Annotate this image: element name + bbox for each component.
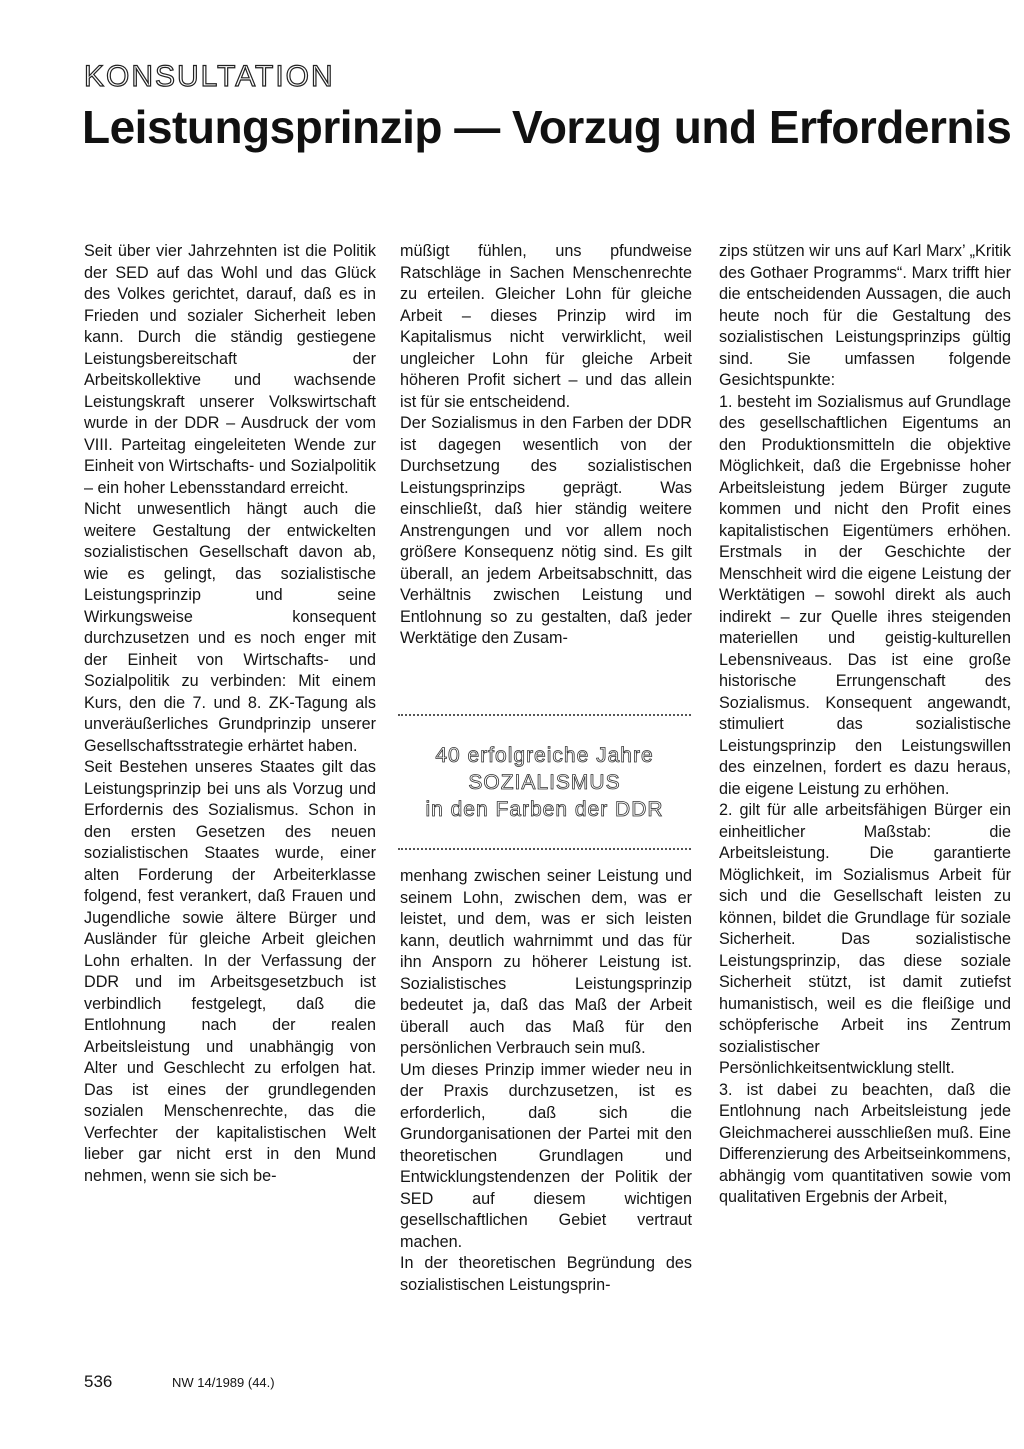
page-number: 536 bbox=[84, 1372, 113, 1391]
paragraph: 1. besteht im Sozialismus auf Grundlage des gesellschaftlichen Eigentums an den Produktionsmitteln die objektive Möglichkeit, daß die Ergebnisse hoher Arbeitsleistung jedem Bürger zugute kommen und nicht den Profit eines kapitalistischen Eigentümers erhöhen. Erstmals in der Geschichte der Menschheit wird die eigene Leistung der Werktätigen – sowohl direkt als auch indirekt – zur Quelle ihres steigenden materiellen und geistig-kulturellen Lebensniveaus. Das ist eine große historische Errungenschaft des Sozialismus. Konsequent angewandt, stimuliert das sozialistische Leistungsprinzip den Leistungswillen des einzelnen, fordert es dazu heraus, die eigene Leistung zu erhöhen. bbox=[719, 392, 1011, 798]
paragraph: zips stützen wir uns auf Karl Marx’ „Kritik des Gothaer Programms“. Marx trifft hier die entscheidenden Aussagen, die auch heute noch für die Gestaltung des sozialistischen Leistungsprinzips gültig sind. Sie umfassen folgende Gesichtspunkte: bbox=[719, 242, 1011, 389]
paragraph: Seit über vier Jahrzehnten ist die Politik der SED auf das Wohl und das Glück des Volkes gerichtet, darauf, daß es in Frieden und sozialer Sicherheit leben kann. Durch die ständig gestiegene Leistungsbereitschaft der Arbeitskollektive und wachsende Leistungskraft unserer Volkswirtschaft wurde in der DDR – Ausdruck der vom VIII. Parteitag eingeleiteten Wende zur Einheit von Wirtschafts- und Sozialpolitik – ein hoher Lebensstandard erreicht. bbox=[84, 242, 376, 497]
emblem-line-3: in den Farben der DDR bbox=[425, 798, 664, 821]
column-3 bbox=[719, 241, 1011, 1209]
paragraph: 3. ist dabei zu beachten, daß die Entlohnung nach Arbeitsleistung jede Gleichmacherei ausschließen muß. Eine Differenzierung des Arbeitseinkommens, abhängig vom quantitativen sowie vom qualitativen Ergebnis der Arbeit, bbox=[719, 1080, 1011, 1206]
emblem-line-2: SOZIALISMUS bbox=[468, 771, 621, 794]
paragraph: Der Sozialismus in den Farben der DDR ist dagegen wesentlich von der Durchsetzung des sozialistischen Leistungsprinzips geprägt. Was einschließt, daß hier ständig weitere Anstrengungen und vor allem noch größere Konsequenz nötig sind. Es gilt überall, an jedem Arbeitsabschnitt, das Verhältnis zwischen Leistung und Entlohnung so zu gestalten, daß jeder Werktätige den Zusam- bbox=[400, 414, 692, 647]
paragraph: Um dieses Prinzip immer wieder neu in der Praxis durchzusetzen, ist es erforderlich, daß sich die Grundorganisationen der Partei mit den theoretischen Grundlagen und Entwicklungstendenzen der Politik der SED auf diesem wichtigen gesellschaftlichen Gebiet vertraut machen. bbox=[400, 1060, 692, 1251]
column-1 bbox=[84, 241, 376, 1187]
column-2-bottom bbox=[400, 866, 692, 1296]
column-2-top bbox=[400, 241, 692, 650]
anniversary-emblem bbox=[398, 714, 691, 850]
paragraph: Nicht unwesentlich hängt auch die weitere Gestaltung der entwickelten sozialistischen Gesellschaft davon ab, wie es gelingt, das sozialistische Leistungsprinzip und seine Wirkungsweise konsequent durchzusetzen und es noch enger mit der Einheit von Wirtschafts- und Sozialpolitik zu verbinden: Mit einem Kurs, den die 7. und 8. ZK-Tagung als unveräußerliches Grundprinzip unserer Gesellschaftsstrategie erhärtet haben. bbox=[84, 500, 376, 755]
paragraph: müßigt fühlen, uns pfundweise Ratschläge in Sachen Menschenrechte zu erteilen. Gleicher Lohn für gleiche Arbeit – dieses Prinzip wird im Kapitalismus nicht verwirklicht, weil ungleicher Lohn für gleiche Arbeit höheren Profit sichert – und das allein ist für sie entscheidend. bbox=[400, 242, 692, 411]
paragraph: Seit Bestehen unseres Staates gilt das Leistungsprinzip bei uns als Vorzug und Erfordernis des Sozialismus. Schon in den ersten Gesetzen des neuen sozialistischen Staates wurde, einer alten Forderung der Arbeiterklasse folgend, fest verankert, daß Frauen und Jugendliche sowie ältere Bürger und Ausländer für gleiche Arbeit gleichen Lohn erhalten. In der Verfassung der DDR und im Arbeitsgesetzbuch ist verbindlich festgelegt, daß die Entlohnung nach der realen Arbeitsleistung und unabhängig von Alter und Geschlecht zu erfolgen hat. Das ist eines der grundlegenden sozialen Menschenrechte, das die Verfechter der kapitalistischen Welt lieber gar nicht erst in den Mund nehmen, wenn sie sich be- bbox=[84, 758, 376, 1185]
section-kicker: KONSULTATION bbox=[84, 60, 335, 93]
paragraph: menhang zwischen seiner Leistung und seinem Lohn, zwischen dem, was er leistet, und dem, was er sich leisten kann, deutlich wahrnimmt und das für ihn Ansporn zu höherer Leistung ist. Sozialistisches Leistungsprinzip bedeutet ja, daß das Maß der Arbeit überall auch das Maß für den persönlichen Verbrauch sein muß. bbox=[400, 867, 692, 1057]
article-title: Leistungsprinzip — Vorzug und Erfordernis bbox=[82, 101, 1012, 153]
issue-label: NW 14/1989 (44.) bbox=[172, 1375, 275, 1390]
paragraph: 2. gilt für alle arbeitsfähigen Bürger ein einheitlicher Maßstab: die Arbeitsleistung. Die garantierte Möglichkeit, im Sozialismus Arbeit für sich und die Gesellschaft leisten zu können, bildet die Grundlage für soziale Sicherheit. Das sozialistische Leistungsprinzip, das diese soziale Sicherheit stützt, ist damit zutiefst humanistisch, weil es die fleißige und schöpferische Arbeit ins Zentrum sozialistischer Persönlichkeitsentwicklung stellt. bbox=[719, 801, 1011, 1077]
paragraph: In der theoretischen Begründung des sozialistischen Leistungsprin- bbox=[400, 1254, 692, 1294]
emblem-line-1: 40 erfolgreiche Jahre bbox=[435, 744, 654, 767]
